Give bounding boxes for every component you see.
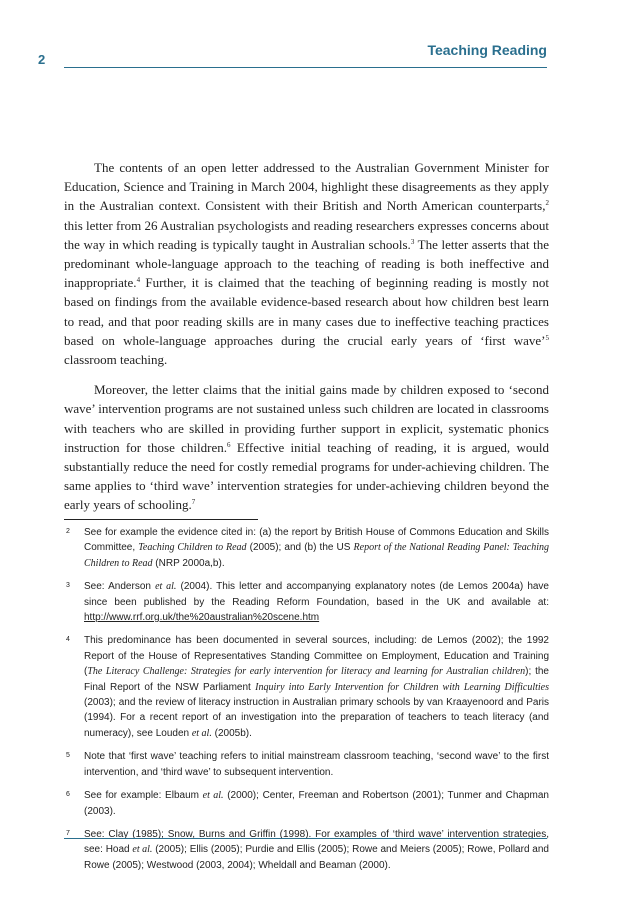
footnote-mark: 7: [66, 829, 70, 837]
footnote-mark: 5: [66, 752, 70, 760]
footnote-4: [64, 633, 549, 741]
paragraph-2: [64, 380, 549, 514]
footnote-5: [64, 749, 549, 780]
header-rule: [64, 67, 547, 68]
footnote-mark: 6: [66, 791, 70, 799]
paragraph-text: The contents of an open letter addressed to the Australian Government Minister for Education, Science and Training in March 2004, highlight these disagreements as they apply in the Australian context. Consistent with their British and North American counterparts,: [64, 160, 549, 214]
footnote-text: (2003); and the review of literacy instruction in Australian primary schools by van Kraayenoord and Paris (1994). For a recent report of an investigation into the preparation of teachers to teach literacy (and numeracy), see Louden: [84, 697, 549, 739]
footnote-text: (2005); and (b) the US: [246, 542, 354, 554]
paragraph-text: classroom teaching.: [64, 352, 168, 368]
footnote-title: et al.: [191, 727, 212, 739]
footnote-title: Teaching Children to Read: [138, 542, 247, 554]
paragraph-text: Further, it is claimed that the teaching of beginning reading is mostly not based on findings from the available evidence-based research about how children best learn to read, and that poor reading skills are in many cases due to ineffective teaching practices based on whole-language approaches during the crucial early years of ‘first wave’: [64, 275, 549, 348]
footnote-title: Report of the National Reading Panel: Teaching Children to Read: [84, 542, 549, 569]
footnote-mark: 2: [66, 528, 70, 535]
paragraph-text: this letter from 26 Australian psychologists and reading researchers expresses concerns about the way in which reading is typically taught in Australian schools.: [64, 217, 549, 252]
footnote-ref[interactable]: 2: [545, 199, 549, 208]
footnote-ref[interactable]: 7: [191, 498, 196, 507]
body-text: [64, 158, 549, 526]
footnotes: [64, 525, 549, 881]
paragraph-text: The letter asserts that the predominant whole-language approach to the teaching of reading is both ineffective and inappropriate.: [64, 236, 550, 291]
footnote-3: [64, 579, 549, 625]
footnote-ref[interactable]: 6: [227, 440, 231, 449]
footnote-text: This predominance has been documented in several sources, including: de Lemos (2002); the 1992 Report of the House of Representatives Standing Committee on Employment, Education and Training (: [84, 635, 549, 678]
footnote-text: See: Clay (1985); Snow, Burns and Griffin (1998). For examples of ‘third wave’ intervention strategies, see: Hoad: [84, 828, 549, 856]
page-number: 2: [38, 52, 46, 67]
paragraph-text: Moreover, the letter claims that the initial gains made by children exposed to ‘second wave’ intervention programs are not sustained unless such children are located in classrooms with teachers who are skilled in providing further support in explicit, systematic phonics instruction for those children.: [64, 382, 549, 455]
footnote-text: (2005); Ellis (2005); Purdie and Ellis (2005); Rowe and Meiers (2005); Rowe, Pollard and Rowe (2005); Westwood (2003, 2004); Wheldall and Beaman (2000).: [84, 844, 549, 871]
footnote-text: (2000); Center, Freeman and Robertson (2001); Tunmer and Chapman (2003).: [84, 790, 549, 817]
footnote-6: [64, 788, 549, 819]
footnote-text: (2004). This letter and accompanying explanatory notes (de Lemos 2004a) have since been published by the Reading Reform Foundation, based in the UK and available at:: [84, 581, 549, 608]
footnote-text: (2005b).: [211, 727, 252, 739]
footnote-link[interactable]: http://www.rrf.org.uk/the%20australian%20scene.htm: [84, 612, 320, 624]
footnote-ref[interactable]: 4: [136, 276, 141, 285]
footnote-title: et al.: [155, 581, 177, 593]
footnote-title: The Literacy Challenge: Strategies for early intervention for literacy and learning for Australian children: [87, 666, 526, 678]
footnote-text: ); the Final Report of the NSW Parliament: [84, 666, 549, 693]
footnote-7: [64, 827, 549, 873]
footnote-2: [64, 525, 549, 571]
footnote-ref[interactable]: 5: [545, 333, 549, 342]
footnote-mark: 3: [66, 582, 70, 590]
footnote-text: (NRP 2000a,b).: [152, 557, 225, 569]
footnote-separator: [64, 519, 258, 520]
running-title: Teaching Reading: [427, 42, 547, 58]
footnote-ref[interactable]: 3: [410, 237, 415, 246]
footnote-text: See for example the evidence cited in: (a) the report by British House of Commons Education and Skills Committee,: [84, 527, 549, 554]
footnote-text: See: Anderson: [84, 581, 156, 593]
footnote-text: See for example: Elbaum: [84, 790, 203, 802]
footnote-mark: 4: [66, 636, 70, 644]
paragraph-text: Effective initial teaching of reading, it is argued, would substantially reduce the need for costly remedial programs for under-achieving children. The same applies to ‘third wave’ intervention strategies for under-achieving children beyond the early years of schooling.: [64, 439, 549, 513]
footnote-title: et al.: [132, 844, 153, 856]
footnote-text: Note that ‘first wave’ teaching refers to initial mainstream classroom teaching, ‘second wave’ to the first intervention, and ‘third wave’ to subsequent intervention.: [84, 751, 549, 778]
footnote-title: et al.: [202, 790, 224, 802]
footer-rule: [64, 838, 547, 839]
footnote-title: Inquiry into Early Intervention for Children with Learning Difficulties: [255, 681, 549, 693]
paragraph-1: [64, 158, 549, 369]
